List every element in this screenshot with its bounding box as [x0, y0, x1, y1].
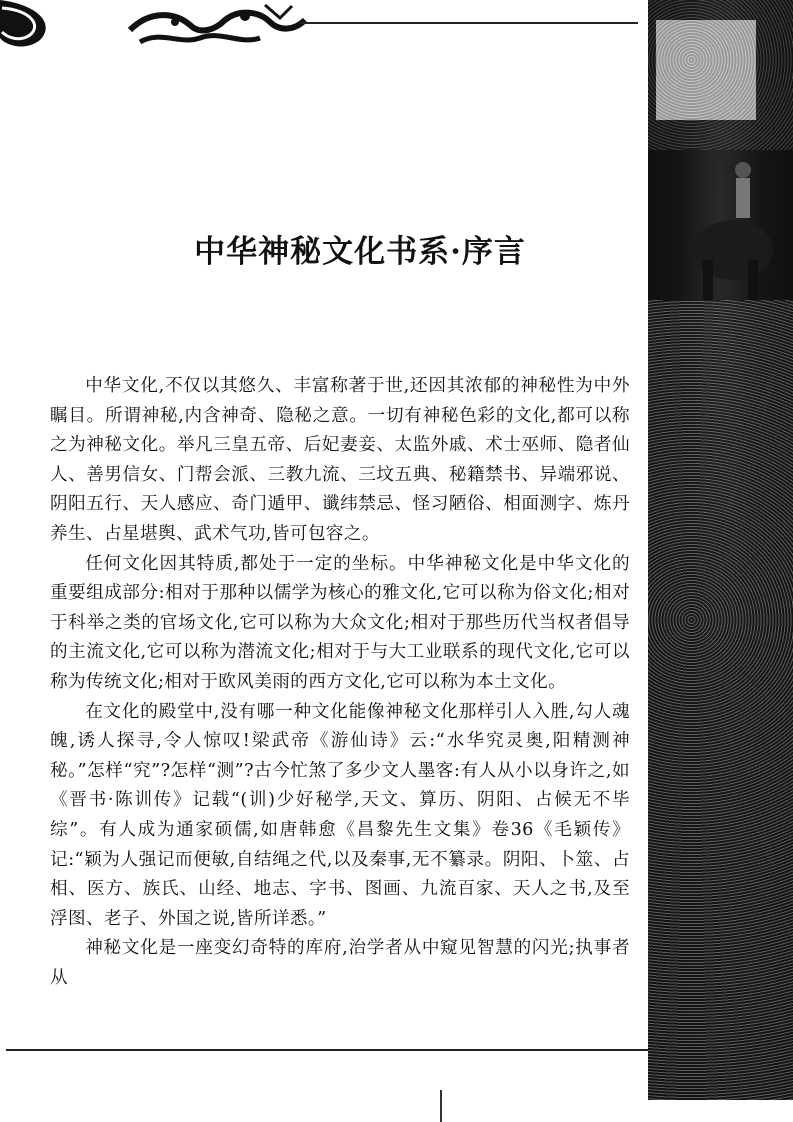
side-photo [648, 0, 793, 1100]
cloud-dragon-ornament [0, 0, 330, 60]
page-title: 中华神秘文化书系·序言 [194, 234, 526, 270]
footer-mark [440, 1090, 442, 1122]
elephant-rider-figure [688, 150, 778, 300]
paragraph: 神秘文化是一座变幻奇特的库府,治学者从中窥见智慧的闪光;执事者从 [50, 938, 630, 988]
paragraph: 中华文化,不仅以其悠久、丰富称著于世,还因其浓郁的神秘性为中外瞩目。所谓神秘,内含神奇、隐秘之意。一切有神秘色彩的文化,都可以称之为神秘文化。举凡三皇五帝、后妃妻妾、太监外戚、术士巫师、隐者仙人、善男信女、门帮会派、三教九流、三坟五典、秘籍禁书、异端邪说、阴阳五行、天人感应、奇门遁甲、谶纬禁忌、怪习陋俗、相面测字、炼丹养生、占星堪舆、武术气功,皆可包容之。 [50, 376, 630, 544]
body-text [50, 372, 630, 993]
header-rule [300, 22, 638, 24]
paragraph: 在文化的殿堂中,没有哪一种文化能像神秘文化那样引人入胜,勾人魂魄,诱人探寻,令人惊叹!梁武帝《游仙诗》云:“水华究灵奥,阳精测神秘。”怎样“究”?怎样“测”?古今忙煞了多少文人墨客:有人从小以身许之,如《晋书·陈训传》记载“(训)少好秘学,天文、算历、阴阳、占候无不毕综”。有人成为通家硕儒,如唐韩愈《昌黎先生文集》卷36《毛颖传》记:“颖为人强记而便敏,自结绳之代,以及秦事,无不纂录。阴阳、卜筮、占相、医方、族氏、山经、地志、字书、图画、九流百家、天人之书,及至浮图、老子、外国之说,皆所详悉。” [50, 701, 630, 929]
footer-rule [6, 1049, 648, 1051]
paragraph: 任何文化因其特质,都处于一定的坐标。中华神秘文化是中华文化的重要组成部分:相对于那种以儒学为核心的雅文化,它可以称为俗文化;相对于科举之类的官场文化,它可以称为大众文化;相对于那些历代当权者倡导的主流文化,它可以称为潜流文化;相对于与大工业联系的现代文化,它可以称为传统文化;相对于欧风美雨的西方文化,它可以称为本土文化。 [50, 553, 630, 692]
